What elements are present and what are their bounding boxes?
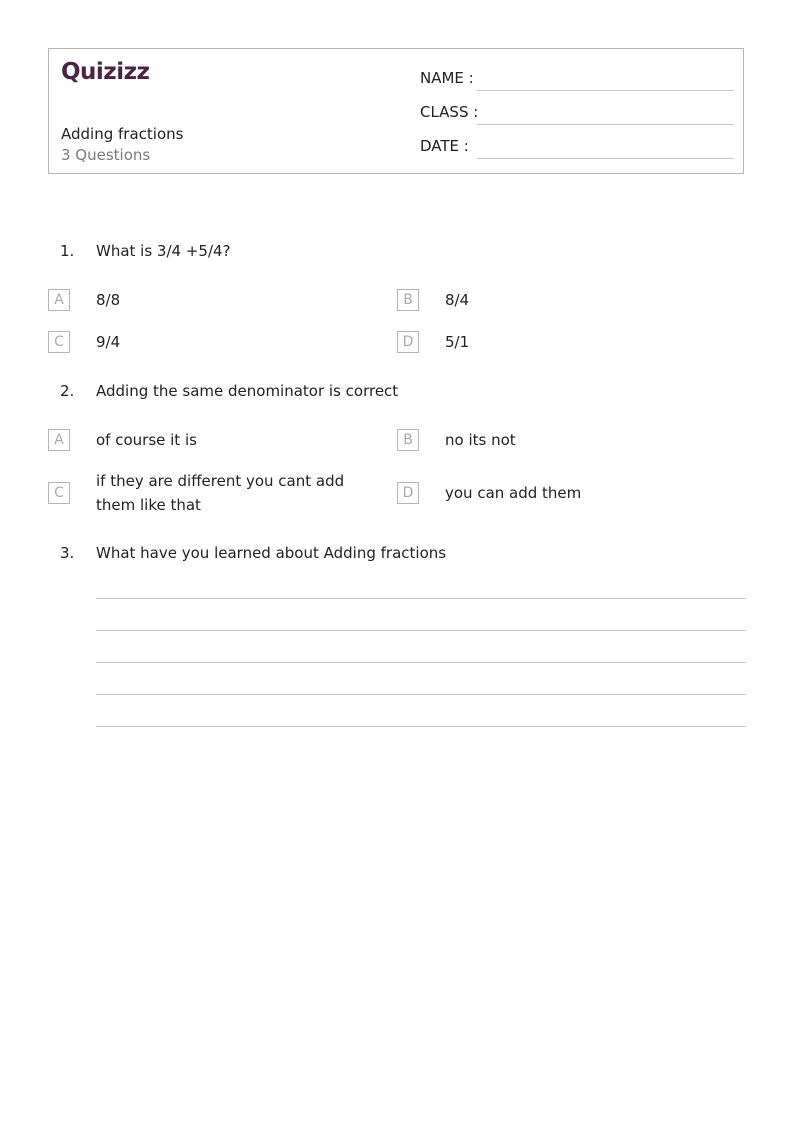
answer-line[interactable] xyxy=(96,662,746,663)
option-text: 9/4 xyxy=(96,333,121,351)
option-text: you can add them xyxy=(445,484,582,502)
question-number: 1. xyxy=(60,242,75,260)
option-letter-box: D xyxy=(397,331,419,353)
class-input-line[interactable] xyxy=(477,124,734,125)
question-text: Adding the same denominator is correct xyxy=(96,382,399,400)
quizizz-logo: Quizizz xyxy=(61,59,150,85)
question-count: 3 Questions xyxy=(61,146,151,164)
option-text: no its not xyxy=(445,431,516,449)
date-field[interactable] xyxy=(420,135,734,159)
option-text: if they are different you cant add them like that xyxy=(96,472,345,514)
option-letter-box: A xyxy=(48,429,70,451)
answer-line[interactable] xyxy=(96,726,746,727)
option-letter-box: B xyxy=(397,429,419,451)
name-field[interactable] xyxy=(420,67,734,91)
question-number: 2. xyxy=(60,382,75,400)
option-letter-box: D xyxy=(397,482,419,504)
option-letter-box: C xyxy=(48,331,70,353)
date-input-line[interactable] xyxy=(477,158,734,159)
option-text: of course it is xyxy=(96,431,197,449)
class-field[interactable] xyxy=(420,101,734,125)
question-number: 3. xyxy=(60,544,75,562)
date-label: DATE : xyxy=(420,137,469,155)
option-text: 8/4 xyxy=(445,291,470,309)
question-text: What is 3/4 +5/4? xyxy=(96,242,231,260)
option-text: 5/1 xyxy=(445,333,470,351)
class-label: CLASS : xyxy=(420,103,479,121)
option-text: 8/8 xyxy=(96,291,121,309)
option-letter-box: A xyxy=(48,289,70,311)
name-label: NAME : xyxy=(420,69,474,87)
question-text: What have you learned about Adding fractions xyxy=(96,544,447,562)
answer-line[interactable] xyxy=(96,598,746,599)
option-letter-box: C xyxy=(48,482,70,504)
name-input-line[interactable] xyxy=(477,90,734,91)
worksheet-title: Adding fractions xyxy=(61,125,184,143)
option-letter-box: B xyxy=(397,289,419,311)
answer-line[interactable] xyxy=(96,694,746,695)
worksheet-header xyxy=(48,48,744,174)
answer-line[interactable] xyxy=(96,630,746,631)
